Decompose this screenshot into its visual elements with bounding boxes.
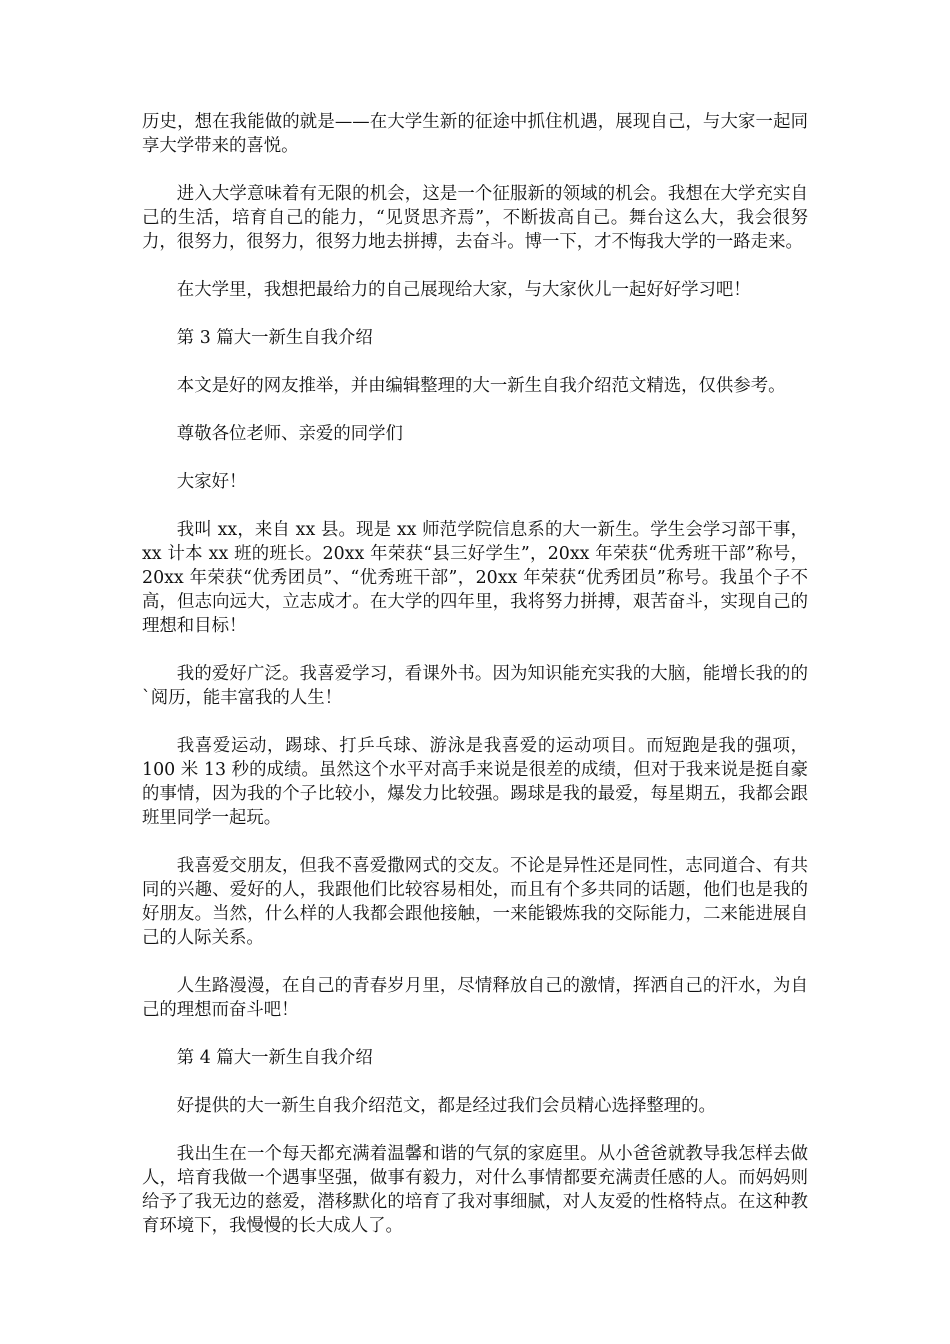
paragraph-show-best-self: 在大学里，我想把最给力的自己展现给大家，与大家伙儿一起好好学习吧！ (176, 280, 751, 300)
paragraph-university-opportunity: 进入大学意味着有无限的机会，这是一个征服新的领域的机会。我想在大学充实自己的生活，培育自己的能力，“见贤思齐焉”，不断拔高自己。舞台这么大，我会很努力，很努力，很努力，很努力地去拼搏，去奋斗。博一下，才不悔我大学的一路走来。 (142, 184, 808, 252)
paragraph-salutation: 尊敬各位老师、亲爱的同学们 (176, 424, 403, 444)
paragraph-continued-history: 历史，想在我能做的就是——在大学生新的征途中抓住机遇，展现自己，与大家一起同享大学带来的喜悦。 (142, 112, 808, 156)
paragraph-editor-note-3: 本文是好的网友推举，并由编辑整理的大一新生自我介绍范文精选，仅供参考。 (176, 376, 786, 396)
paragraph-hobbies: 我的爱好广泛。我喜爱学习，看课外书。因为知识能充实我的大脑，能增长我的的`阅历，能丰富我的人生！ (142, 664, 808, 708)
paragraph-sports: 我喜爱运动，踢球、打乒乓球、游泳是我喜爱的运动项目。而短跑是我的强项，100 米 13 秒的成绩。虽然这个水平对高手来说是很差的成绩，但对于我来说是挺自豪的事情，因为我的个子比较小，爆发力比较强。踢球是我的最爱，每星期五，我都会跟班里同学一起玩。 (142, 736, 808, 828)
paragraph-greeting: 大家好！ (176, 472, 247, 492)
paragraph-life-journey: 人生路漫漫，在自己的青春岁月里，尽情释放自己的激情，挥洒自己的汗水，为自己的理想而奋斗吧！ (142, 976, 808, 1020)
section-heading-4: 第 4 篇大一新生自我介绍 (176, 1048, 373, 1068)
paragraph-friends: 我喜爱交朋友，但我不喜爱撒网式的交友。不论是异性还是同性，志同道合、有共同的兴趣、爱好的人，我跟他们比较容易相处，而且有个多共同的话题，他们也是我的好朋友。当然，什么样的人我都会跟他接触，一来能锻炼我的交际能力，二来能进展自己的人际关系。 (142, 856, 808, 948)
section-heading-3: 第 3 篇大一新生自我介绍 (176, 328, 373, 348)
document-page (142, 110, 808, 1262)
paragraph-self-intro: 我叫 xx，来自 xx 县。现是 xx 师范学院信息系的大一新生。学生会学习部干事，xx 计本 xx 班的班长。20xx 年荣获“县三好学生”，20xx 年荣获“优秀班干部”称号，20xx 年荣获“优秀团员”、“优秀班干部”，20xx 年荣获“优秀团员”称号。我虽个子不高，但志向远大，立志成才。在大学的四年里，我将努力拼搏，艰苦奋斗，实现自己的理想和目标！ (142, 520, 808, 636)
paragraph-editor-note-4: 好提供的大一新生自我介绍范文，都是经过我们会员精心选择整理的。 (176, 1096, 716, 1116)
paragraph-family-background: 我出生在一个每天都充满着温馨和谐的气氛的家庭里。从小爸爸就教导我怎样去做人，培育我做一个遇事坚强，做事有毅力，对什么事情都要充满责任感的人。而妈妈则给予了我无边的慈爱，潜移默化的培育了我对事细腻，对人友爱的性格特点。在这种教育环境下，我慢慢的长大成人了。 (142, 1144, 808, 1236)
